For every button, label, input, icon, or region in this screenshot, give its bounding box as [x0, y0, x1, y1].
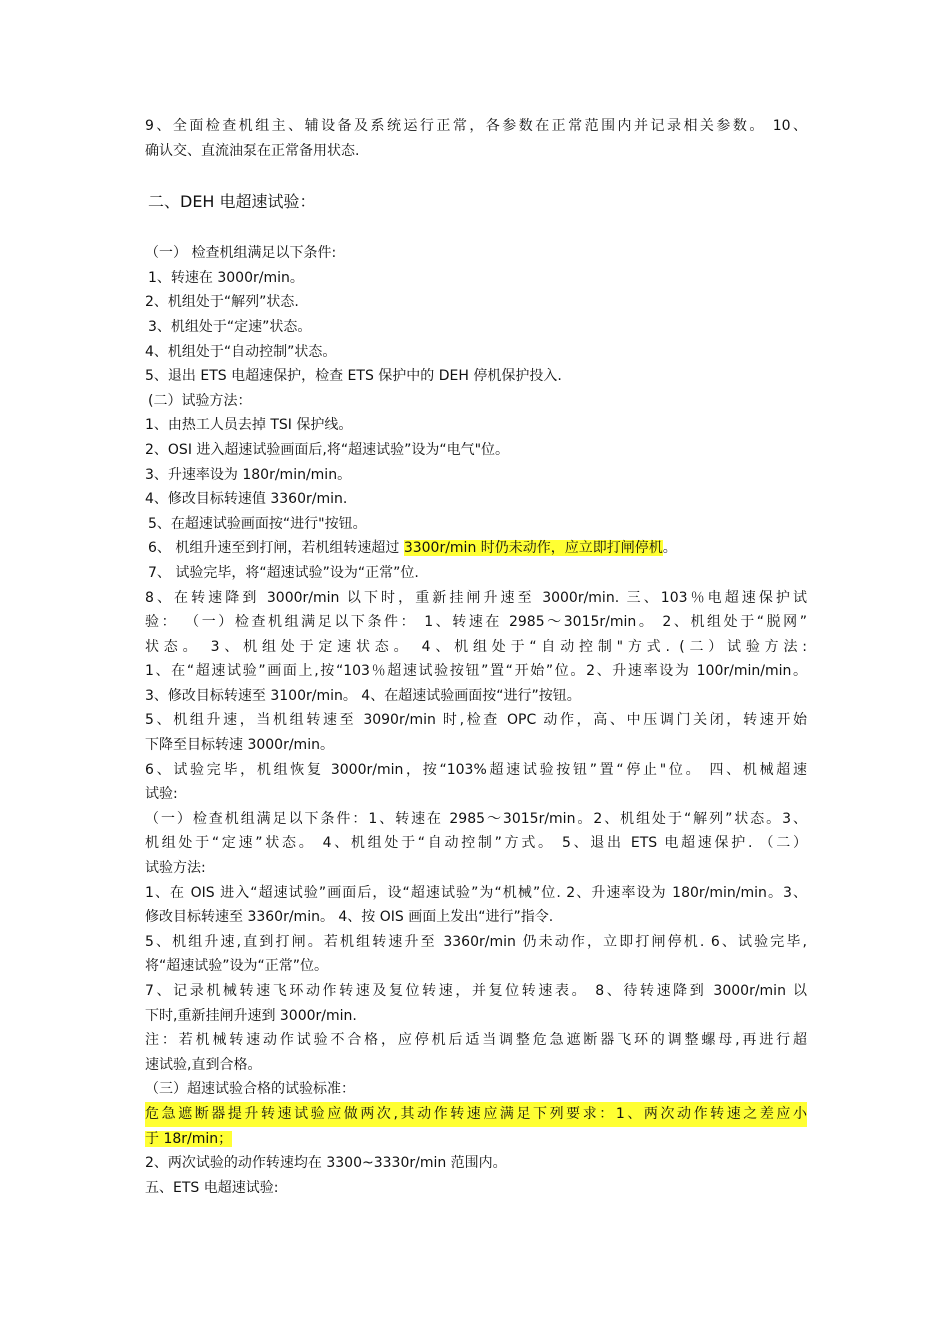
p13-line-1: 5、机组升速,直到打闸。若机组转速升至 3360r/min 仍未动作，立即打闸停机. 6、试验完毕, [145, 933, 807, 950]
s2-method-7: 7、 试验完毕，将“超速试验”设为“正常”位. [148, 564, 419, 581]
p9-line-2: 下降至目标转速 3000r/min。 [145, 737, 334, 754]
s2-method-6-pre: 6、 机组升速至到打闸，若机组转速超过 [148, 540, 404, 557]
s2-condition-4: 4、机组处于“自动控制”状态。 [145, 343, 337, 360]
p11-line-3: 试验方法: [145, 860, 206, 877]
s2-method-3: 3、升速率设为 180r/min/min。 [145, 466, 352, 483]
p10-line-2: 试验: [145, 786, 178, 803]
p14-line-1: 7、记录机械转速飞环动作转速及复位转速，并复位转速表。 8、待转速降到 3000r/min 以 [145, 983, 807, 999]
s2-condition-2: 2、机组处于“解列”状态. [145, 294, 299, 311]
p12-line-1: 1、在 OIS 进入“超速试验”画面后，设“超速试验”为“机械”位. 2、升速率设为 180r/min/min。3、 [145, 884, 807, 901]
s2-method-title: (二）试验方法： [148, 392, 252, 409]
s2-method-6-highlight: 3300r/min 时仍未动作，应立即打闸停机 [403, 540, 663, 557]
section-2-heading: 二、DEH 电超速试验： [148, 192, 316, 212]
s2-method-6-post: 。 [662, 540, 677, 557]
p14-line-2: 下时,重新挂闸升速到 3000r/min. [145, 1007, 357, 1024]
p8-line-2: 验： （一）检查机组满足以下条件： 1、转速在 2985～3015r/min。 2、机组处于“脱网” [145, 614, 807, 631]
s3-requirement-2: 2、两次试验的动作转速均在 3300~3330r/min 范围内。 [145, 1155, 507, 1172]
s2-method-1: 1、由热工人员去掉 TSI 保护线。 [145, 417, 353, 434]
s2-method-6 [145, 536, 807, 561]
s3-title: （三）超速试验合格的试验标准： [145, 1081, 355, 1098]
s2-condition-1: 1、转速在 3000r/min。 [148, 269, 304, 286]
p8-line-3: 状态。 3、机组处于定速状态。 4、机组处于“自动控制"方式. (二）试验方法: [145, 638, 807, 655]
s3-highlight-line-1: 危急遮断器提升转速试验应做两次,其动作转速应满足下列要求：1、两次动作转速之差应小 [145, 1102, 807, 1127]
s3-highlight-line-2-text: 于 18r/min； [145, 1130, 233, 1147]
p12-line-2: 修改目标转速至 3360r/min。 4、按 OIS 画面上发出“进行”指令. [145, 909, 554, 926]
s2-condition-5: 5、退出 ETS 电超速保护，检查 ETS 保护中的 DEH 停机保护投入. [145, 368, 562, 385]
p13-line-2: 将“超速试验”设为“正常”位。 [145, 958, 329, 975]
document-page [145, 114, 807, 1200]
p9-line-1: 5、机组升速，当机组转速至 3090r/min 时,检查 OPC 动作，高、中压调门关闭，转速开始 [145, 712, 807, 729]
s2-condition-title: （一） 检查机组满足以下条件: [145, 245, 337, 262]
p8-line-5: 3、修改目标转速至 3100r/min。 4、在超速试验画面按“进行”按钮。 [145, 687, 581, 704]
s3-highlight-line-2 [145, 1127, 807, 1152]
section-5-heading: 五、ETS 电超速试验: [145, 1179, 279, 1196]
intro-line-1: 9、全面检查机组主、辅设备及系统运行正常，各参数在正常范围内并记录相关参数。 10、 [145, 118, 807, 134]
note-line-2: 速试验,直到合格。 [145, 1056, 262, 1073]
p8-line-1: 8、在转速降到 3000r/min 以下时，重新挂闸升速至 3000r/min. 三、103％电超速保护试 [145, 589, 807, 606]
intro-line-2: 确认交、直流油泵在正常备用状态. [145, 142, 360, 159]
s2-method-4: 4、修改目标转速值 3360r/min. [145, 491, 348, 508]
p11-line-2: 机组处于“定速”状态。 4、机组处于“自动控制”方式。 5、退出 ETS 电超速保护. （二） [145, 835, 807, 852]
p10-line-1: 6、试验完毕，机组恢复 3000r/min，按“103%超速试验按钮”置“停止"位。 四、机械超速 [145, 761, 807, 778]
s2-method-2: 2、OSI 进入超速试验画面后,将“超速试验”设为“电气"位。 [145, 441, 510, 458]
p11-line-1: （一）检查机组满足以下条件：1、转速在 2985～3015r/min。2、机组处于“解列”状态。3、 [145, 810, 807, 827]
s2-method-5: 5、在超速试验画面按“进行"按钮。 [148, 515, 367, 532]
p8-line-4: 1、在“超速试验”画面上,按“103％超速试验按钮”置“开始”位。2、升速率设为 100r/min/min。 [145, 663, 807, 680]
s2-condition-3: 3、机组处于“定速”状态。 [148, 318, 312, 335]
note-line-1: 注：若机械转速动作试验不合格，应停机后适当调整危急遮断器飞环的调整螺母,再进行超 [145, 1032, 807, 1049]
